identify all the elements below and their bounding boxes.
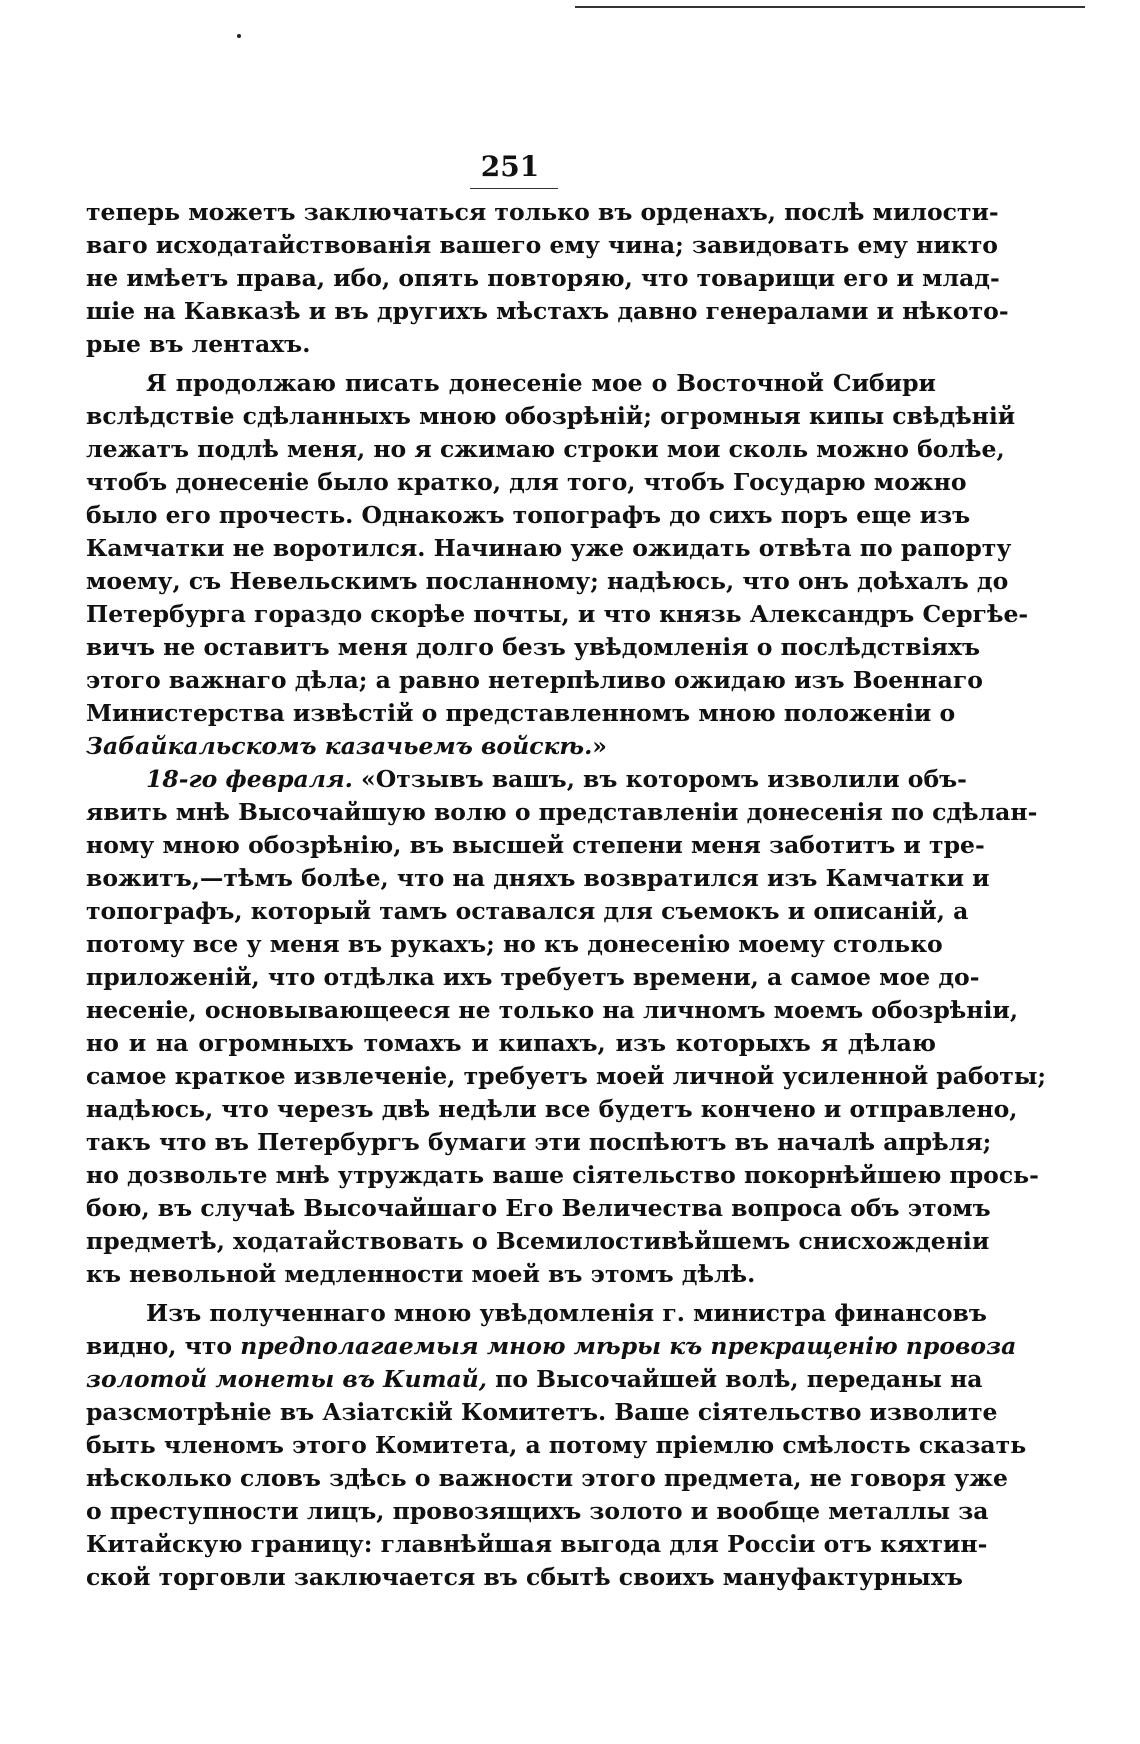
italic-phrase: предполагаемыя мною мѣры къ прекращенію провоза: [240, 1332, 1017, 1360]
top-edge-rule: [575, 6, 1085, 8]
text-line: лежатъ подлѣ меня, но я сжимаю строки мои сколь можно болѣе,: [86, 435, 1005, 463]
text-line: этого важнаго дѣла; а равно нетерпѣливо ожидаю изъ Военнаго: [86, 666, 983, 694]
text-line: но дозвольте мнѣ утруждать ваше сіятельство покорнѣйшею прось-: [86, 1161, 1039, 1189]
text-line: топографъ, который тамъ оставался для съемокъ и описаній, а: [86, 897, 969, 925]
paragraph-4: [86, 1297, 1027, 1594]
date-heading: 18-го февраля.: [146, 765, 353, 793]
text-line: вожитъ,—тѣмъ болѣе, что на дняхъ возвратился изъ Камчатки и: [86, 864, 990, 892]
text-line: но и на огромныхъ томахъ и кипахъ, изъ которыхъ я дѣлаю: [86, 1029, 936, 1057]
text-fragment: по Высочайшей волѣ, переданы на: [486, 1365, 983, 1393]
text-line: Изъ полученнаго мною увѣдомленія г. министра финансовъ: [146, 1299, 987, 1327]
text-line: такъ что въ Петербургъ бумаги эти поспѣютъ въ началѣ апрѣля;: [86, 1128, 992, 1156]
body-text: [86, 196, 1047, 1594]
text-line: Петербурга гораздо скорѣе почты, и что князь Александръ Сергѣе-: [86, 600, 1029, 628]
text-line: ской торговли заключается въ сбытѣ своихъ мануфактурныхъ: [86, 1563, 963, 1591]
text-line: о преступности лицъ, провозящихъ золото и вообще металлы за: [86, 1497, 989, 1525]
text-line: шіе на Кавказѣ и въ другихъ мѣстахъ давно генералами и нѣкото-: [86, 297, 1009, 325]
text-line: вслѣдствіе сдѣланныхъ мною обозрѣній; огромныя кипы свѣдѣній: [86, 402, 1016, 430]
text-fragment: видно, что: [86, 1332, 241, 1360]
paragraph-3: [86, 763, 1047, 1291]
text-line: чтобъ донесеніе было кратко, для того, чтобъ Государю можно: [86, 468, 967, 496]
text-line: ваго исходатайствованія вашего ему чина; завидовать ему никто: [86, 231, 998, 259]
page-number: 251: [480, 150, 540, 183]
text-line: ному мною обозрѣнію, въ высшей степени меня заботитъ и тре-: [86, 831, 985, 859]
text-line: Камчатки не воротился. Начинаю уже ожидать отвѣта по рапорту: [86, 534, 1012, 562]
text-line: къ невольной медленности моей въ этомъ дѣлѣ.: [86, 1260, 756, 1288]
text-line: предметѣ, ходатайствовать о Всемилостивѣйшемъ снисхожденіи: [86, 1227, 990, 1255]
text-line: нѣсколько словъ здѣсь о важности этого предмета, не говоря уже: [86, 1464, 1008, 1492]
text-line: потому все у меня въ рукахъ; но къ донесенію моему столько: [86, 930, 943, 958]
text-line: [86, 1363, 983, 1396]
text-line: Китайскую границу: главнѣйшая выгода для Россіи отъ кяхтин-: [86, 1530, 988, 1558]
ink-speck: [237, 34, 241, 38]
text-line: приложеній, что отдѣлка ихъ требуетъ времени, а самое мое до-: [86, 963, 980, 991]
text-line: надѣюсь, что черезъ двѣ недѣли все будетъ кончено и отправлено,: [86, 1095, 1018, 1123]
text-line: бою, въ случаѣ Высочайшаго Его Величества вопроса объ этомъ: [86, 1194, 991, 1222]
page-number-underline: [470, 188, 558, 189]
text-line: разсмотрѣніе въ Азіатскій Комитетъ. Ваше сіятельство изволите: [86, 1398, 998, 1426]
text-fragment: «Отзывъ вашъ, въ которомъ изволили объ-: [352, 765, 967, 793]
text-line: [86, 763, 967, 796]
paragraph-2: [86, 367, 1029, 763]
italic-phrase: золотой монеты въ Китай,: [86, 1365, 487, 1393]
closing-quote: »: [592, 732, 607, 760]
text-line: вичъ не оставитъ меня долго безъ увѣдомленія о послѣдствіяхъ: [86, 633, 981, 661]
text-line: Я продолжаю писать донесеніе мое о Восточной Сибири: [146, 369, 936, 397]
paragraph-1: [86, 196, 1009, 361]
text-line: несеніе, основывающееся не только на личномъ моемъ обозрѣніи,: [86, 996, 1019, 1024]
text-line: явить мнѣ Высочайшую волю о представленіи донесенія по сдѣлан-: [86, 798, 1038, 826]
text-line: рые въ лентахъ.: [86, 330, 311, 358]
text-line: моему, съ Невельскимъ посланному; надѣюсь, что онъ доѣхалъ до: [86, 567, 1009, 595]
text-line: не имѣетъ права, ибо, опять повторяю, что товарищи его и млад-: [86, 264, 1000, 292]
text-line: [86, 730, 936, 763]
text-line: Министерства извѣстій о представленномъ мною положеніи о: [86, 699, 956, 727]
text-line: было его прочесть. Однакожъ топографъ до сихъ поръ еще изъ: [86, 501, 971, 529]
text-line: теперь можетъ заключаться только въ орденахъ, послѣ милости-: [86, 198, 999, 226]
text-line: [86, 1330, 1017, 1363]
italic-phrase: Забайкальскомъ казачьемъ войскѣ.: [86, 732, 593, 760]
text-line: самое краткое извлеченіе, требуетъ моей личной усиленной работы;: [86, 1062, 1047, 1090]
text-line: быть членомъ этого Комитета, а потому пріемлю смѣлость сказать: [86, 1431, 1027, 1459]
